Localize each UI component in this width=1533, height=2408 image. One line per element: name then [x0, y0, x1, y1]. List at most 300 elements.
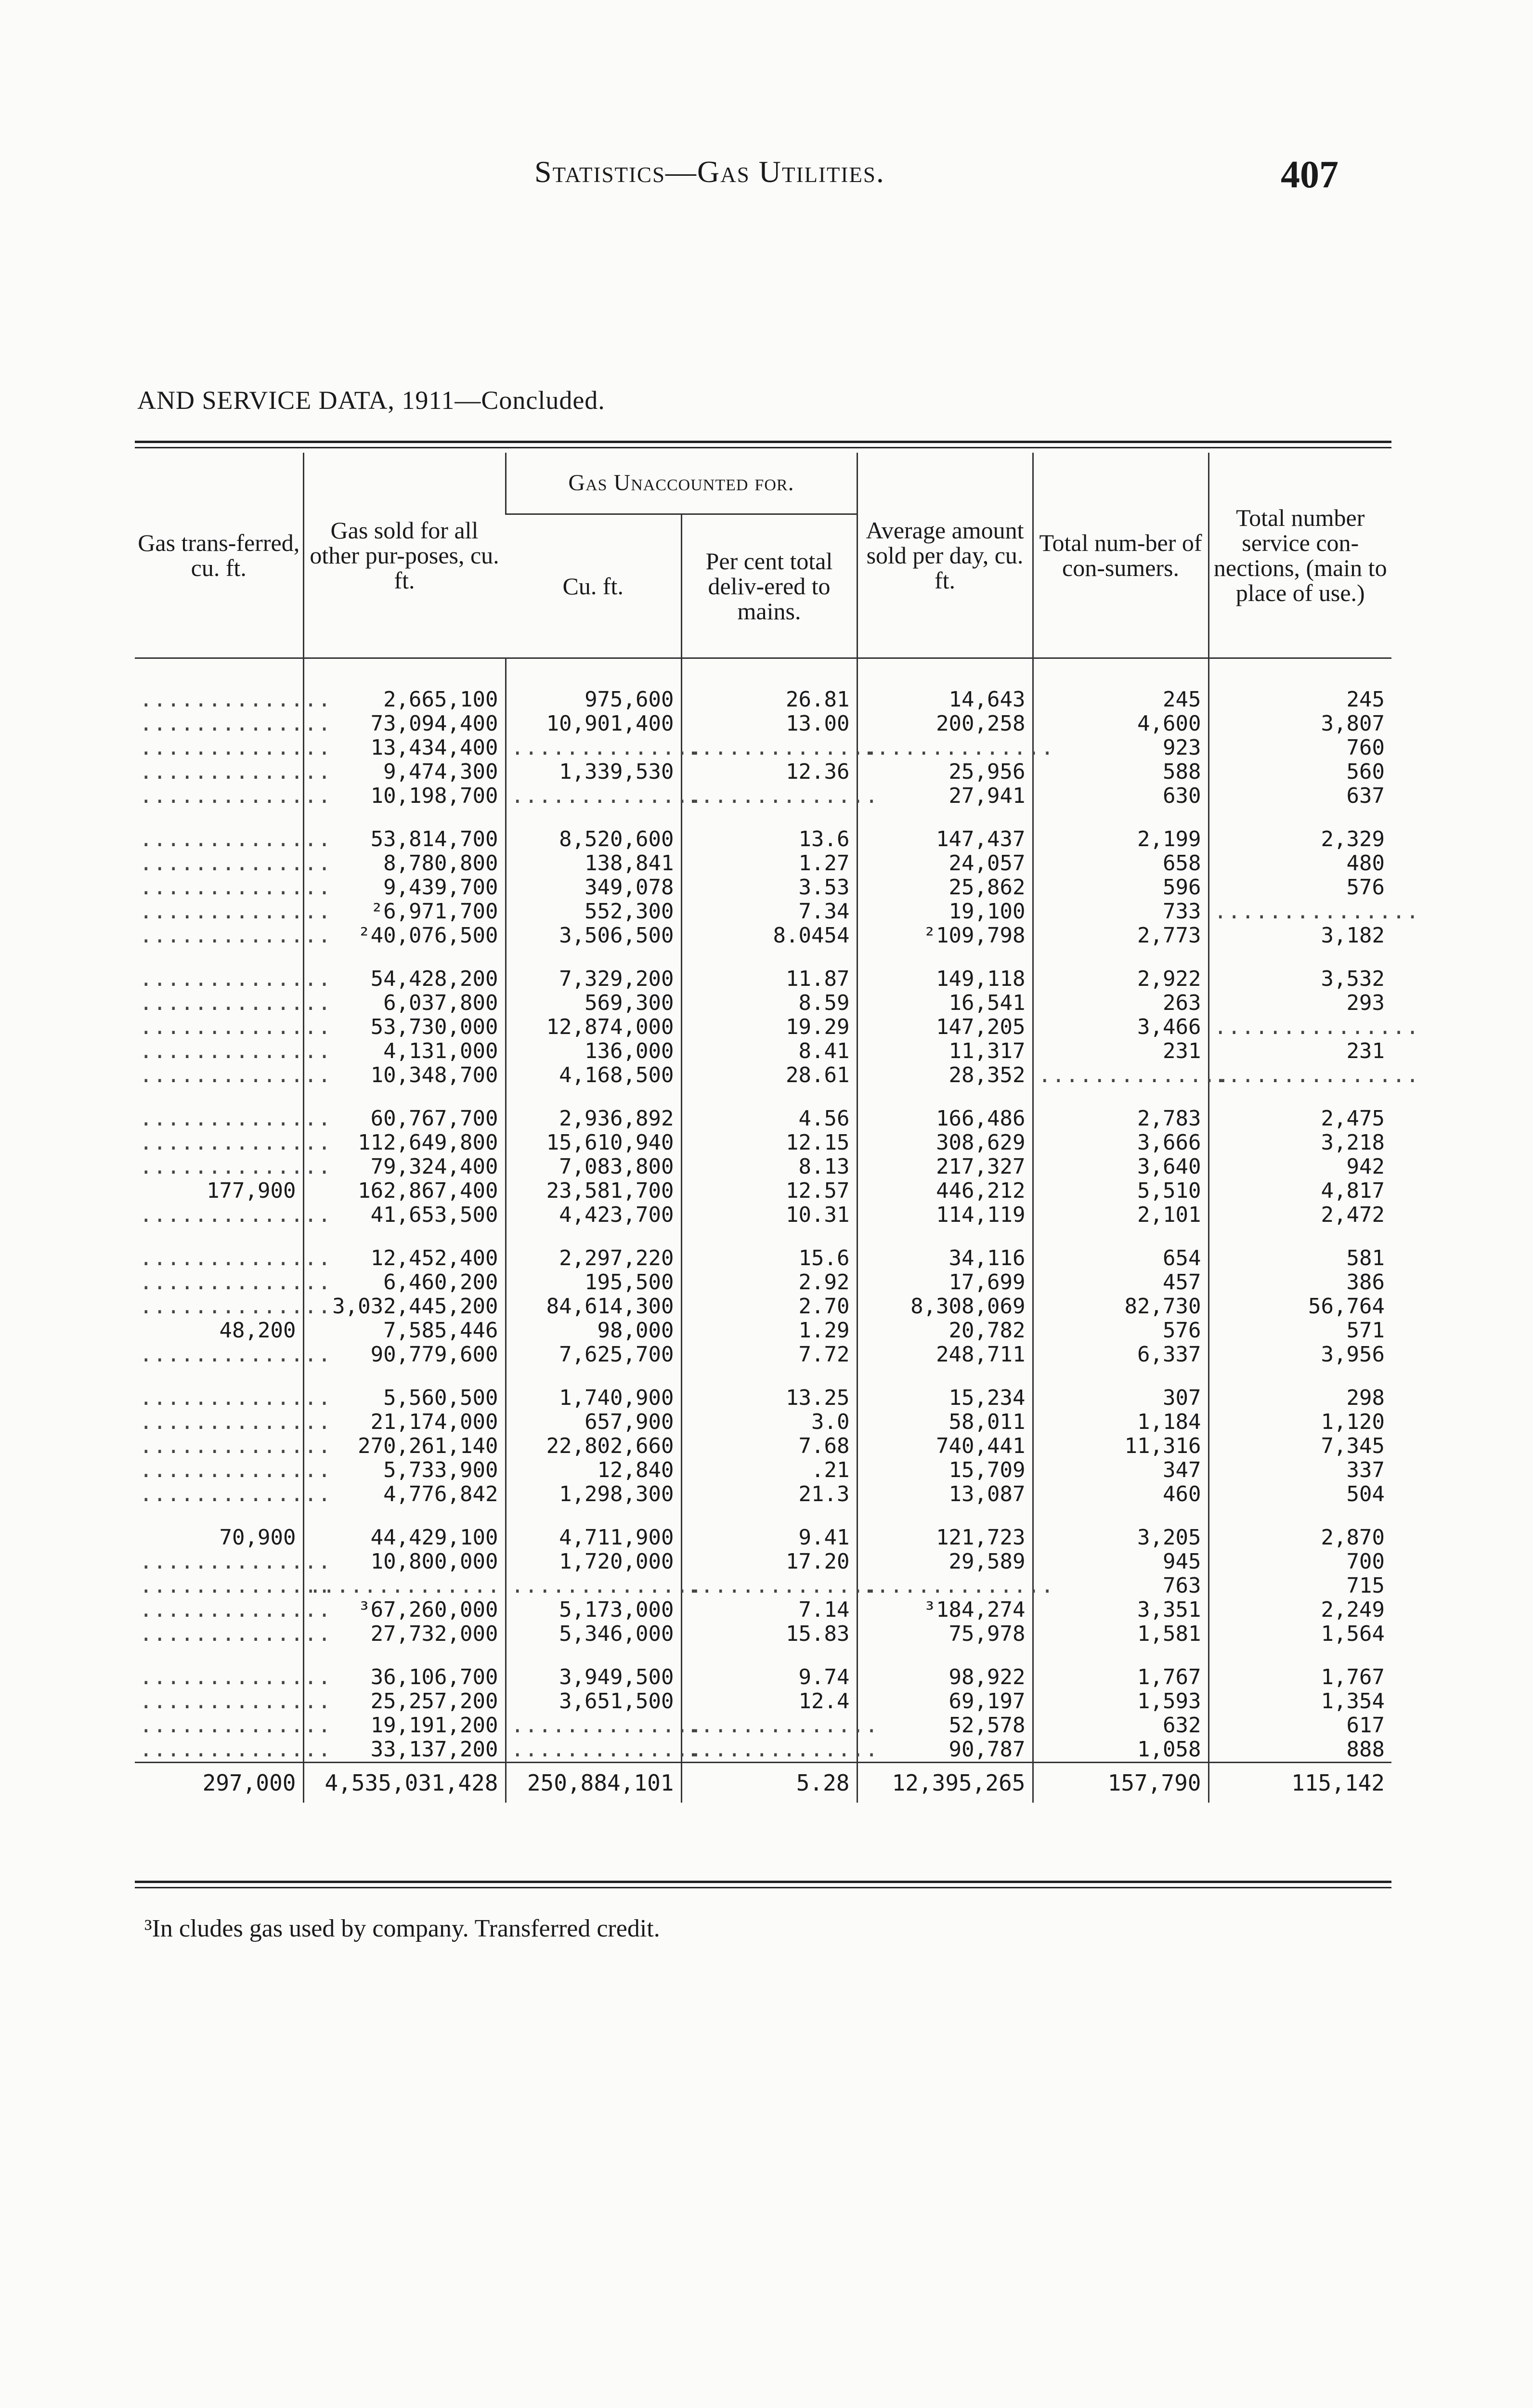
- table-row: [135, 1203, 1391, 1227]
- table-cell: 15.6: [681, 1227, 857, 1270]
- table-cell: 632: [1033, 1714, 1208, 1738]
- table-cell: ...............: [1208, 900, 1391, 924]
- header-total-connections: Total number service con-nections, (main to place of use.): [1208, 453, 1391, 658]
- table-cell: 657,900: [506, 1410, 681, 1434]
- table-cell: 2,773: [1033, 924, 1208, 948]
- table-cell: ..............: [140, 875, 332, 900]
- table-cell: 8,520,600: [506, 808, 681, 851]
- table-cell: 5,173,000: [506, 1598, 681, 1622]
- table-row: [135, 1270, 1391, 1295]
- table-row: [135, 1410, 1391, 1434]
- table-cell: ..............: [140, 1154, 332, 1179]
- table-cell: 82,730: [1033, 1295, 1208, 1319]
- table-cell: ..............: [681, 736, 857, 760]
- table-cell: ..............: [140, 1458, 332, 1482]
- table-cell: ..............: [140, 1689, 332, 1714]
- table-cell: 1,767: [1033, 1646, 1208, 1689]
- table-cell: 11,316: [1033, 1434, 1208, 1458]
- table-cell: 3,949,500: [506, 1646, 681, 1689]
- table-cell: 3,532: [1208, 948, 1391, 991]
- table-cell: 942: [1208, 1155, 1391, 1179]
- table-cell: 2,922: [1033, 948, 1208, 991]
- table-cell: 12,874,000: [506, 1015, 681, 1039]
- table-cell: 1,184: [1033, 1410, 1208, 1434]
- table-cell: 8,780,800: [303, 851, 506, 876]
- table-cell: 347: [1033, 1458, 1208, 1482]
- table-cell: 12,452,400: [303, 1227, 506, 1270]
- table-cell: ²40,076,500: [303, 924, 506, 948]
- table-cell: 2,329: [1208, 808, 1391, 851]
- table-cell: 460: [1033, 1482, 1208, 1506]
- table-cell: 8.13: [681, 1155, 857, 1179]
- table-cell: 56,764: [1208, 1295, 1391, 1319]
- table-cell: ..............: [681, 784, 857, 808]
- table-row: [135, 1482, 1391, 1506]
- table-cell: 10,198,700: [303, 784, 506, 808]
- table-cell: 5,510: [1033, 1179, 1208, 1203]
- table-cell: 15,709: [857, 1458, 1033, 1482]
- table-row: [135, 1506, 1391, 1550]
- table-cell: 2,936,892: [506, 1087, 681, 1131]
- table-cell: 7,345: [1208, 1434, 1391, 1458]
- table-cell: ..............: [140, 1434, 332, 1458]
- table-cell: 576: [1208, 876, 1391, 900]
- table-cell: 9,474,300: [303, 760, 506, 784]
- header-unaccounted-cuft: Cu. ft.: [506, 514, 681, 658]
- table-cell: ..............: [140, 923, 332, 948]
- table-cell: 15,234: [857, 1367, 1033, 1410]
- table-cell: 2,101: [1033, 1203, 1208, 1227]
- table-cell: 637: [1208, 784, 1391, 808]
- table-cell: 4,817: [1208, 1179, 1391, 1203]
- table-cell: 386: [1208, 1270, 1391, 1295]
- table-cell: 7.34: [681, 900, 857, 924]
- table-row: [135, 1458, 1391, 1482]
- table-cell: 12,840: [506, 1458, 681, 1482]
- table-cell: 1,720,000: [506, 1550, 681, 1574]
- table-cell: 53,814,700: [303, 808, 506, 851]
- table-cell: 15.83: [681, 1622, 857, 1646]
- table-cell: ..............: [140, 1342, 332, 1367]
- table-cell: ²109,798: [857, 924, 1033, 948]
- table-cell: 480: [1208, 851, 1391, 876]
- table-row: [135, 736, 1391, 760]
- table-cell: 12.57: [681, 1179, 857, 1203]
- table-cell: 12.4: [681, 1689, 857, 1714]
- table-cell: ..............: [140, 1665, 332, 1689]
- table-cell: 19,100: [857, 900, 1033, 924]
- table-cell: 12.36: [681, 760, 857, 784]
- table-cell: 3,351: [1033, 1598, 1208, 1622]
- table-cell: 2.92: [681, 1270, 857, 1295]
- table-cell: 2,199: [1033, 808, 1208, 851]
- table-cell: 14,643: [857, 658, 1033, 712]
- table-cell: 48,200: [219, 1318, 296, 1343]
- table-cell: ..............: [140, 991, 332, 1015]
- table-cell: 2.70: [681, 1295, 857, 1319]
- total-cell: 157,790: [1033, 1763, 1208, 1803]
- table-cell: 9.41: [681, 1506, 857, 1550]
- header-total-consumers: Total num-ber of con-sumers.: [1033, 453, 1208, 658]
- table-cell: 58,011: [857, 1410, 1033, 1434]
- table-cell: 121,723: [857, 1506, 1033, 1550]
- table-cell: ..............: [140, 851, 332, 876]
- table-cell: 700: [1208, 1550, 1391, 1574]
- table-cell: 166,486: [857, 1087, 1033, 1131]
- table-cell: ..............: [140, 735, 332, 760]
- table-cell: 4,600: [1033, 712, 1208, 736]
- header-gas-unaccounted-group: Gas Unaccounted for.: [506, 453, 857, 514]
- table-cell: 36,106,700: [303, 1646, 506, 1689]
- table-cell: 231: [1208, 1039, 1391, 1063]
- table-cell: 270,261,140: [303, 1434, 506, 1458]
- table-cell: 20,782: [857, 1319, 1033, 1343]
- table-cell: 337: [1208, 1458, 1391, 1482]
- table-cell: 6,460,200: [303, 1270, 506, 1295]
- table-cell: 760: [1208, 736, 1391, 760]
- table-row: [135, 1434, 1391, 1458]
- table-cell: 231: [1033, 1039, 1208, 1063]
- table-cell: 177,900: [207, 1178, 296, 1203]
- table-cell: 200,258: [857, 712, 1033, 736]
- table-cell: 26.81: [681, 658, 857, 712]
- table-cell: ..............: [506, 1738, 681, 1763]
- table-cell: 576: [1033, 1319, 1208, 1343]
- table-row: [135, 1319, 1391, 1343]
- table-row: [135, 1087, 1391, 1131]
- table-cell: ..............: [140, 1294, 332, 1319]
- header-gas-sold: Gas sold for all other pur-poses, cu. ft.: [303, 453, 506, 658]
- table-cell: 13.6: [681, 808, 857, 851]
- table-cell: 13,087: [857, 1482, 1033, 1506]
- table-cell: 923: [1033, 736, 1208, 760]
- table-cell: 2,665,100: [303, 658, 506, 712]
- table-cell: 28.61: [681, 1063, 857, 1087]
- table-cell: 7.72: [681, 1343, 857, 1367]
- table-cell: ..............: [681, 1574, 857, 1598]
- table-cell: 27,941: [857, 784, 1033, 808]
- table-cell: 3,666: [1033, 1131, 1208, 1155]
- table-cell: ..............: [140, 1597, 332, 1622]
- table-cell: ..............: [140, 784, 332, 808]
- table-cell: 28,352: [857, 1063, 1033, 1087]
- table-cell: 560: [1208, 760, 1391, 784]
- table-cell: 136,000: [506, 1039, 681, 1063]
- table-cell: ..............: [140, 1410, 332, 1434]
- table-cell: 581: [1208, 1227, 1391, 1270]
- table-cell: 75,978: [857, 1622, 1033, 1646]
- table-cell: 1,581: [1033, 1622, 1208, 1646]
- table-cell: 630: [1033, 784, 1208, 808]
- table-cell: 11.87: [681, 948, 857, 991]
- table-cell: 457: [1033, 1270, 1208, 1295]
- table-cell: 98,922: [857, 1646, 1033, 1689]
- table-cell: 54,428,200: [303, 948, 506, 991]
- table-row: [135, 712, 1391, 736]
- table-cell: ..............: [140, 1203, 332, 1227]
- table-cell: 25,862: [857, 876, 1033, 900]
- table-cell: 34,116: [857, 1227, 1033, 1270]
- table-cell: 7,585,446: [303, 1319, 506, 1343]
- table-cell: 3,182: [1208, 924, 1391, 948]
- table-cell: 5,346,000: [506, 1622, 681, 1646]
- table-cell: 19.29: [681, 1015, 857, 1039]
- table-cell: ..............: [140, 759, 332, 784]
- table-cell: 73,094,400: [303, 712, 506, 736]
- table-cell: 945: [1033, 1550, 1208, 1574]
- table-row: [135, 658, 1391, 712]
- table-cell: 4,168,500: [506, 1063, 681, 1087]
- table-cell: 740,441: [857, 1434, 1033, 1458]
- table-cell: 1.27: [681, 851, 857, 876]
- top-rule-thin: [135, 447, 1391, 448]
- top-rule: [135, 441, 1391, 443]
- table-cell: 3,651,500: [506, 1689, 681, 1714]
- table-cell: 4,423,700: [506, 1203, 681, 1227]
- table-cell: 162,867,400: [303, 1179, 506, 1203]
- table-cell: 975,600: [506, 658, 681, 712]
- table-cell: 596: [1033, 876, 1208, 900]
- table-cell: 1,339,530: [506, 760, 681, 784]
- table-cell: 4,131,000: [303, 1039, 506, 1063]
- table-cell: ..............: [140, 1737, 332, 1762]
- table-cell: 147,205: [857, 1015, 1033, 1039]
- table-cell: 3,807: [1208, 712, 1391, 736]
- table-cell: 17.20: [681, 1550, 857, 1574]
- table-cell: ..............: [140, 1573, 332, 1598]
- table-row: [135, 851, 1391, 876]
- table-row: [135, 1155, 1391, 1179]
- table-cell: ..............: [140, 711, 332, 736]
- table-cell: 15,610,940: [506, 1131, 681, 1155]
- table-cell: 27,732,000: [303, 1622, 506, 1646]
- table-row: [135, 948, 1391, 991]
- table-cell: 112,649,800: [303, 1131, 506, 1155]
- table-cell: 149,118: [857, 948, 1033, 991]
- table-row: [135, 1598, 1391, 1622]
- table-cell: 13.25: [681, 1367, 857, 1410]
- table-cell: ..............: [140, 1063, 332, 1087]
- table-cell: ..............: [140, 1549, 332, 1574]
- table-cell: 3,956: [1208, 1343, 1391, 1367]
- table-row: [135, 1131, 1391, 1155]
- table-cell: 588: [1033, 760, 1208, 784]
- table-cell: 2,475: [1208, 1087, 1391, 1131]
- table-cell: 293: [1208, 991, 1391, 1015]
- table-cell: ..............: [140, 1270, 332, 1295]
- table-cell: 1,058: [1033, 1738, 1208, 1763]
- table-cell: 1,120: [1208, 1410, 1391, 1434]
- table-cell: ..............: [140, 1482, 332, 1506]
- table-cell: ..............: [506, 784, 681, 808]
- table-cell: 658: [1033, 851, 1208, 876]
- table-row: [135, 760, 1391, 784]
- table-cell: ..............: [303, 1574, 506, 1598]
- table-row: [135, 784, 1391, 808]
- table-cell: 2,870: [1208, 1506, 1391, 1550]
- table-cell: 571: [1208, 1319, 1391, 1343]
- table-row: [135, 1295, 1391, 1319]
- table-cell: 10,348,700: [303, 1063, 506, 1087]
- table-row: [135, 1738, 1391, 1763]
- table-cell: 23,581,700: [506, 1179, 681, 1203]
- table-cell: 8.41: [681, 1039, 857, 1063]
- table-cell: 44,429,100: [303, 1506, 506, 1550]
- table-row: [135, 1367, 1391, 1410]
- table-cell: 22,802,660: [506, 1434, 681, 1458]
- table-cell: ..............: [140, 1246, 332, 1270]
- table-body: [135, 658, 1420, 1803]
- table-cell: 888: [1208, 1738, 1391, 1763]
- table-cell: 5,733,900: [303, 1458, 506, 1482]
- table-cell: 52,578: [857, 1714, 1033, 1738]
- table-row: [135, 1622, 1391, 1646]
- table-cell: 3,218: [1208, 1131, 1391, 1155]
- table-cell: 1,354: [1208, 1689, 1391, 1714]
- table-row: [135, 1550, 1391, 1574]
- table-cell: 4.56: [681, 1087, 857, 1131]
- table-cell: 10.31: [681, 1203, 857, 1227]
- table-cell: 5,560,500: [303, 1367, 506, 1410]
- table-cell: 53,730,000: [303, 1015, 506, 1039]
- table-cell: 1,298,300: [506, 1482, 681, 1506]
- table-cell: 446,212: [857, 1179, 1033, 1203]
- table-cell: ..............: [140, 687, 332, 712]
- total-cell: 4,535,031,428: [303, 1763, 506, 1803]
- table-cell: 349,078: [506, 876, 681, 900]
- table-cell: 3,466: [1033, 1015, 1208, 1039]
- table-cell: 3,640: [1033, 1155, 1208, 1179]
- table-cell: ..............: [1033, 1063, 1208, 1087]
- table-row: [135, 876, 1391, 900]
- table-cell: 10,901,400: [506, 712, 681, 736]
- table-cell: 29,589: [857, 1550, 1033, 1574]
- table-cell: 4,776,842: [303, 1482, 506, 1506]
- table-cell: 7,083,800: [506, 1155, 681, 1179]
- table-cell: 307: [1033, 1367, 1208, 1410]
- table-row: [135, 1714, 1391, 1738]
- table-cell: 569,300: [506, 991, 681, 1015]
- table-cell: 70,900: [219, 1525, 296, 1550]
- table-cell: 263: [1033, 991, 1208, 1015]
- table-cell: ..............: [140, 827, 332, 851]
- table-cell: ..............: [140, 1130, 332, 1155]
- totals-row: [135, 1763, 1391, 1803]
- table-cell: 60,767,700: [303, 1087, 506, 1131]
- table-cell: 21,174,000: [303, 1410, 506, 1434]
- table-row: [135, 1039, 1391, 1063]
- table-cell: .21: [681, 1458, 857, 1482]
- table-row: [135, 1015, 1391, 1039]
- table-cell: 1,564: [1208, 1622, 1391, 1646]
- table-cell: 19,191,200: [303, 1714, 506, 1738]
- table-cell: 1.29: [681, 1319, 857, 1343]
- table-cell: 11,317: [857, 1039, 1033, 1063]
- table-cell: 217,327: [857, 1155, 1033, 1179]
- table-cell: ..............: [140, 1713, 332, 1738]
- table-cell: 90,787: [857, 1738, 1033, 1763]
- table-cell: 13,434,400: [303, 736, 506, 760]
- table-cell: 138,841: [506, 851, 681, 876]
- table-cell: ..............: [140, 1386, 332, 1410]
- table-cell: 552,300: [506, 900, 681, 924]
- table-cell: 654: [1033, 1227, 1208, 1270]
- table-cell: 12.15: [681, 1131, 857, 1155]
- service-data-table-container: [135, 453, 1420, 1803]
- table-cell: 195,500: [506, 1270, 681, 1295]
- table-cell: 6,337: [1033, 1343, 1208, 1367]
- table-cell: 4,711,900: [506, 1506, 681, 1550]
- bottom-rule: [135, 1881, 1391, 1883]
- table-row: [135, 1574, 1391, 1598]
- table-cell: 114,119: [857, 1203, 1033, 1227]
- table-cell: 3.0: [681, 1410, 857, 1434]
- table-cell: 24,057: [857, 851, 1033, 876]
- table-cell: 98,000: [506, 1319, 681, 1343]
- table-cell: 7,329,200: [506, 948, 681, 991]
- table-cell: 6,037,800: [303, 991, 506, 1015]
- table-cell: 25,956: [857, 760, 1033, 784]
- table-cell: 3,032,445,200: [303, 1295, 506, 1319]
- table-cell: 7.14: [681, 1598, 857, 1622]
- footnote: ³In cludes gas used by company. Transferred credit.: [144, 1915, 660, 1942]
- table-row: [135, 1689, 1391, 1714]
- table-cell: ..............: [857, 1574, 1033, 1598]
- table-row: [135, 1646, 1391, 1689]
- table-cell: 3,506,500: [506, 924, 681, 948]
- table-cell: 298: [1208, 1367, 1391, 1410]
- table-row: [135, 1179, 1391, 1203]
- table-cell: 3,205: [1033, 1506, 1208, 1550]
- table-cell: 79,324,400: [303, 1155, 506, 1179]
- table-cell: 763: [1033, 1574, 1208, 1598]
- table-cell: ..............: [140, 1622, 332, 1646]
- table-cell: ..............: [140, 1106, 332, 1131]
- table-cell: ..............: [681, 1738, 857, 1763]
- table-cell: 1,740,900: [506, 1367, 681, 1410]
- table-cell: 90,779,600: [303, 1343, 506, 1367]
- table-cell: ..............: [140, 899, 332, 924]
- table-row: [135, 924, 1391, 948]
- table-cell: 8.59: [681, 991, 857, 1015]
- table-row: [135, 1063, 1391, 1087]
- page-number: 407: [1281, 154, 1338, 196]
- table-cell: 715: [1208, 1574, 1391, 1598]
- table-cell: 733: [1033, 900, 1208, 924]
- table-cell: 9.74: [681, 1646, 857, 1689]
- table-row: [135, 1227, 1391, 1270]
- table-cell: 7.68: [681, 1434, 857, 1458]
- table-row: [135, 1343, 1391, 1367]
- table-cell: ..............: [140, 1015, 332, 1039]
- table-cell: 84,614,300: [506, 1295, 681, 1319]
- total-cell: 12,395,265: [857, 1763, 1033, 1803]
- total-cell: 115,142: [1208, 1763, 1391, 1803]
- table-cell: 2,472: [1208, 1203, 1391, 1227]
- table-cell: 41,653,500: [303, 1203, 506, 1227]
- table-cell: ..............: [681, 1714, 857, 1738]
- table-cell: 69,197: [857, 1689, 1033, 1714]
- table-cell: 2,249: [1208, 1598, 1391, 1622]
- table-cell: 8.0454: [681, 924, 857, 948]
- header-average-per-day: Average amount sold per day, cu. ft.: [857, 453, 1033, 658]
- table-cell: 33,137,200: [303, 1738, 506, 1763]
- table-cell: 8,308,069: [857, 1295, 1033, 1319]
- table-cell: 308,629: [857, 1131, 1033, 1155]
- table-cell: 25,257,200: [303, 1689, 506, 1714]
- table-cell: 147,437: [857, 808, 1033, 851]
- table-cell: 245: [1208, 658, 1391, 712]
